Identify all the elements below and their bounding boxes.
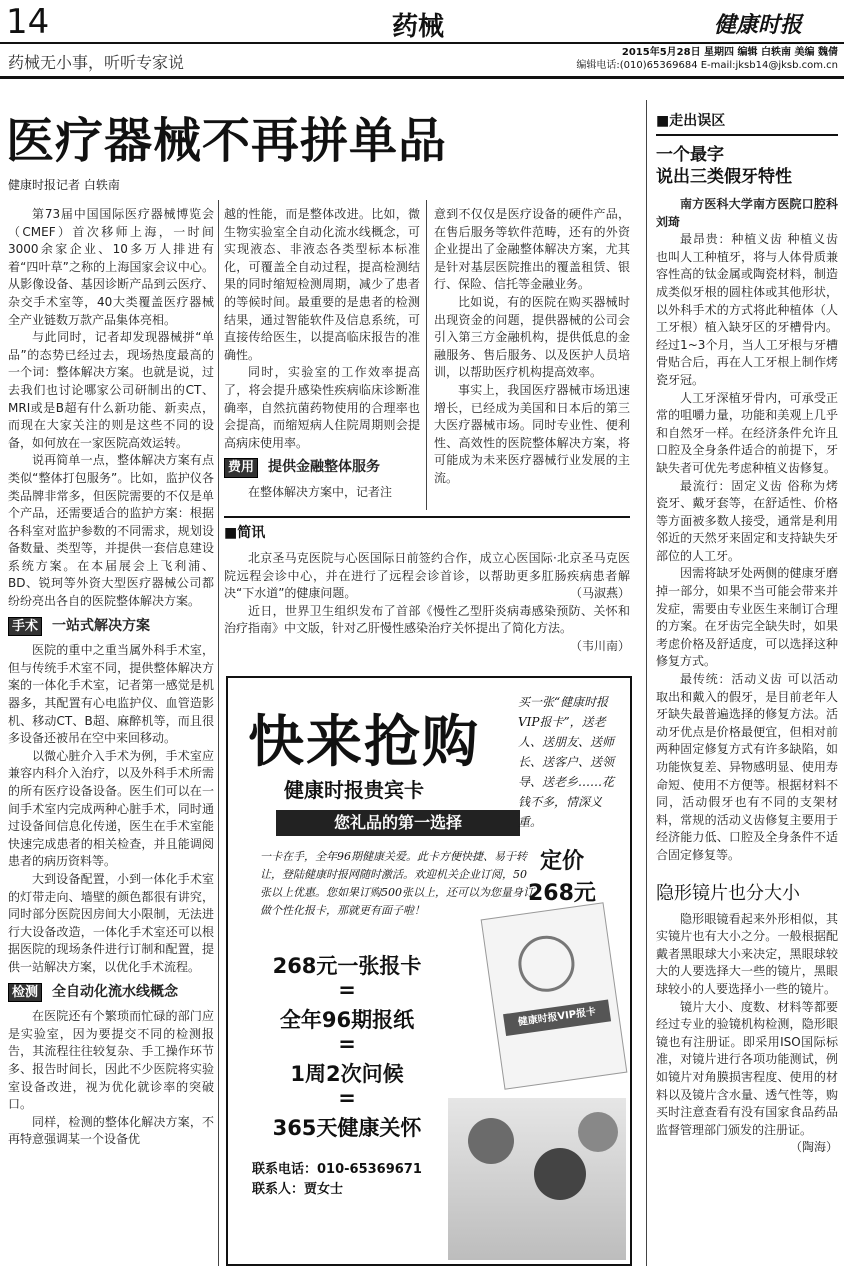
person-icon [468,1118,514,1164]
ad-price-value: 268元 [528,881,596,906]
ad-line: = [338,1086,356,1110]
brief-item [224,603,630,653]
paragraph: 大到设备配置，小到一体化手术室的灯带走向、墙壁的颜色都很有讲究，同时部分医院因房间大小限制，无法进行大设备改造，一体化手术室还可以根据医院的现场条件进行订制和配置，提供一站解决方案，以优化手术流程。 [8,871,214,974]
paragraph: 最传统：活动义齿 可以活动取出和戴入的假牙，是目前老年人牙缺失最普遍选择的修复方法。活动牙优点是价格最便宜，但相对前两种固定修复方式有许多缺陷，如功能恢复差、异物感明显、使用寿命短、使用不方便等。根据材料不同，活动假牙也有不同的支架材料，常规的活动义齿修复主要用于经济能力低、口腔及全身条件不适合固定修复等。 [656,672,838,862]
brief-text: 近日，世界卫生组织发布了首部《慢性乙型肝炎病毒感染预防、关怀和治疗指南》中文版，针对乙肝慢性感染治疗关怀提出了简化方法。 [224,603,630,636]
contact-line: 编辑电话:(010)65369684 E-mail:jksb14@jksb.com.cn [576,60,838,71]
article-column-2 [224,206,420,510]
article-column-3 [434,206,630,510]
ad-line: 全年96期报纸 [279,1008,415,1032]
ad-line: = [338,1032,356,1056]
ad-contact-person: 联系人：贾女士 [252,1182,344,1197]
paragraph: 意到不仅仅是医疗设备的硬件产品，在售后服务等软件范畴，还有的外资企业提出了金融整体解决方案，尤其是针对基层医院推出的覆盖租赁、银行、保险、信托等金融业务。 [434,207,630,292]
paragraph: 以微心脏介入手术为例，手术室应兼容内科介入治疗，以及外科手术所需的所有医疗设备设备。医生们可以在一间手术室内完成两种心脏手术，同时通过设备间信息化传递，医生在手术室能快速完成患者的相关检查，并且能调阅患者的病历资料等。 [8,748,214,869]
ad-poem: 买一张“健康时报VIP报卡”，送老人、送朋友、送师长、送客户、送领导、送老乡……花钱不多，情深义重。 [518,695,615,829]
paragraph: 在整体解决方案中，记者注 [248,484,393,499]
ad-title: 快来抢购 [248,709,480,775]
article-byline: 健康时报记者 白轶南 [8,178,120,192]
subhead-testing [8,983,214,1003]
paragraph: 比如说，有的医院在购买器械时出现资金的问题，提供器械的公司会引入第三方金融机构，提供低息的金融服务、售后服务、以及医护人员培训，以帮助医疗机构提高效率。 [434,294,630,380]
vip-card-graphic [481,902,628,1090]
paragraph: 事实上，我国医疗器械市场迅速增长，已经成为美国和日本后的第三大医疗器械市场。同时专业性、便利性、高效性的医院整体解决方案，将可能成为未来医疗器械行业发展的主流。 [434,382,630,485]
briefs-heading [224,522,265,542]
briefs-rule [224,516,630,518]
subhead-finance [224,458,420,478]
ad-price-label: 定价 [539,849,584,874]
paragraph: 同样，检测的整体化解决方案，不再特意强调某一个设备优 [8,1114,214,1147]
subscription-ad [226,676,632,1266]
square-bullet-icon: ■ [656,113,670,129]
ad-line: 365天健康关怀 [272,1116,422,1140]
square-bullet-icon: ■ [224,525,238,541]
right-author-2: （陶海） [789,1140,838,1155]
paragraph: 最流行：固定义齿 俗称为烤瓷牙、戴牙套等，在舒适性、价格等方面被多数人接受，通常是利用邻近的天然牙来固定和支持缺失牙部位的人工牙。 [656,478,838,563]
right-heading-text: 走出误区 [669,113,726,129]
ad-line: 268元一张报卡 [272,954,422,978]
subhead-surgery [8,617,214,637]
paragraph: 人工牙深植牙骨内，可承受正常的咀嚼力量，功能和美观上几乎和自然牙一样。在经济条件允许且口腔及全身条件适合的前提下，牙缺失者可优先考虑种植义齿修复。 [656,390,838,475]
subhead-tag: 费用 [224,458,258,478]
ad-description: 一卡在手，全年96期健康关爱。此卡方便快捷、易于转让，登陆健康时报网随时激活。欢迎机关企业订阅，50张以上优惠。您如果订购500张以上，还可以为您量身订做个性化报卡，那就更有面子啦！ [260,850,534,917]
paragraph: 隐形眼镜看起来外形相似，其实镜片也有大小之分。一般根据配戴者黑眼球大小来决定，黑眼球较大的人要选择大一些的镜片，黑眼球较小的人要选择小一些的镜片。 [656,911,838,996]
paragraph: 越的性能，而是整体改进。比如，微生物实验室全自动化流水线概念，可实现液态、非液态各类型标本标准化，可覆盖全自动过程，提高检测结果的同时缩短检测周期，减少了患者的等候时间。最重要的是患者的检测结果，通过智能软件及信息系统，可直接传给医生，以提高临床报告的准确性。 [224,207,420,362]
header-rule [0,42,844,44]
date-line: 2015年5月28日 星期四 编辑 白轶南 美编 魏倩 [621,47,838,58]
paragraph: 医院的重中之重当属外科手术室，但与传统手术室不同，提供整体解决方案的一体化手术室，记者第一感觉是机器多，其配置有心电监护仪、血管造影机、移动CT、B超、麻醉机等，而且很多设备还被吊在空中来回移动。 [8,643,214,746]
person-icon [534,1148,586,1200]
subhead-title: 提供金融整体服务 [268,459,381,476]
section-title: 药械 [392,12,445,42]
ad-photo [448,1098,626,1260]
paragraph: 第73届中国国际医疗器械博览会（CMEF）首次移师上海，一时间3000余家企业、10多万人排进有着“四叶草”之称的上海国家会议中心。从影像设备、基因诊断产品到云医疗、杂交手术室等，40大类覆盖医疗器械全产业链数万款产品集体亮相。 [8,207,214,327]
ad-contact [252,1160,422,1200]
ad-line: 1周2次问候 [290,1062,404,1086]
subhead-tag: 检测 [8,983,42,1003]
briefs-heading-text: 简讯 [237,525,266,541]
paragraph: 在医院还有个繁琐而忙碌的部门应是实验室，因为要提交不同的检测报告，其流程往往较复杂、手工操作环节多、报告时间长，因此不少医院将实验室设备改进，视为优化就诊率的突破口。 [8,1009,214,1112]
slogan: 药械无小事，听听专家说 [8,53,185,72]
paragraph: 镜片大小、度数、材料等都要经过专业的验镜机构检测，隐形眼镜也有注册证。即采用ISO国际标准，对镜片进行各项功能测试，例如镜片对角膜损害程度、使用的材料以及镜片含水量、透气性等，购买时注意查看有没有国家食品药品监督管理部门颁发的注册证。 [656,999,838,1137]
brief-item [224,550,630,603]
right-column [656,110,838,1157]
paragraph: 最昂贵：种植义齿 种植义齿也叫人工种植牙，将与人体骨质兼容性高的钛金属或陶瓷材料，制造成类似牙根的圆柱体或其他形状，以外科手术的方式将此种植体（人工牙根）植入缺牙区的牙槽骨内。经过1~3个月，当人工牙根与牙槽骨贴合后，再在人工牙根上制作烤瓷牙冠。 [656,232,838,387]
subhead-title: 一站式解决方案 [52,617,151,634]
right-body-2 [656,911,838,1157]
right-title-2: 说出三类假牙特性 [656,167,792,187]
editor-info [560,46,838,72]
article-column-1 [8,206,214,1266]
column-divider [218,200,219,1266]
subhead-tag: 手术 [8,617,42,637]
briefs-body [224,550,630,656]
right-title-1: 一个最字 [656,145,724,165]
ad-phone: 联系电话：010-65369671 [252,1162,422,1177]
paragraph: 与此同时，记者却发现器械拼“单品”的态势已经过去，现场热度最高的一个词：整体解决方案。也就是说，过去我们也讨论哪家公司研制出的CT、MRI或是B超有什么新功能、新卖点，而现在大家关注的则是这些不同的设备，如何放在一家医院高效运转。 [8,330,214,450]
header-rule-thick [0,76,844,79]
ad-card-name: 健康时报贵宾卡 [284,778,424,802]
right-body [656,196,838,865]
ad-band: 您礼品的第一选择 [276,810,520,836]
right-title-3: 隐形镜片也分大小 [656,882,800,904]
ad-price [528,846,596,910]
ad-line: = [338,978,356,1002]
paragraph: 同时，实验室的工作效率提高了，将会提升感染性疾病临床诊断准确率，自然抗菌药物使用的合理率也会提高，而缩短病人住院周期则会提高病床使用率。 [224,365,420,450]
masthead-logo: 健康时报 [714,12,803,38]
column-divider [646,100,647,1266]
knot-ornament-icon [515,932,578,995]
person-icon [578,1112,618,1152]
right-author: 南方医科大学南方医院口腔科 刘琦 [656,197,838,229]
brief-author: （韦川南） [569,638,630,653]
brief-text: 北京圣马克医院与心医国际日前签约合作，成立心医国际·北京圣马克医院远程会诊中心，并在进行了远程会诊首诊，以帮助更多肛肠疾病患者解决“下水道”的健康问题。 [224,551,630,601]
paragraph: 说再简单一点，整体解决方案有点类似“整体打包服务”。比如，监护仪各类品牌非常多，但医院需要的不仅是单个产品，还需要适合的监护方案：根据各科室对监护参数的不同需求，规划设备数量、类型等，并提供一套信息建设系统方案。在本届展会上飞利浦、BD、锐珂等外资大型医疗器械公司都纷纷亮出各自的医院整体解决方案。 [8,453,214,609]
page-number: 14 [6,2,50,42]
article-headline: 医疗器械不再拼单品 [6,113,448,169]
vip-card-label: 健康时报VIP报卡 [503,1000,611,1037]
right-rule [656,134,838,136]
paragraph: 因需将缺牙处两侧的健康牙磨掉一部分，如果不当可能会带来并发症，需要由专业医生来制订合理的方案。在牙齿完全缺失时，如果考虑价格及舒适度，可以选择这种修复方式。 [656,566,838,669]
column-divider [426,200,427,510]
right-heading [656,110,838,130]
brief-author: （马淑燕） [569,586,630,601]
subhead-title: 全自动化流水线概念 [52,983,179,1000]
